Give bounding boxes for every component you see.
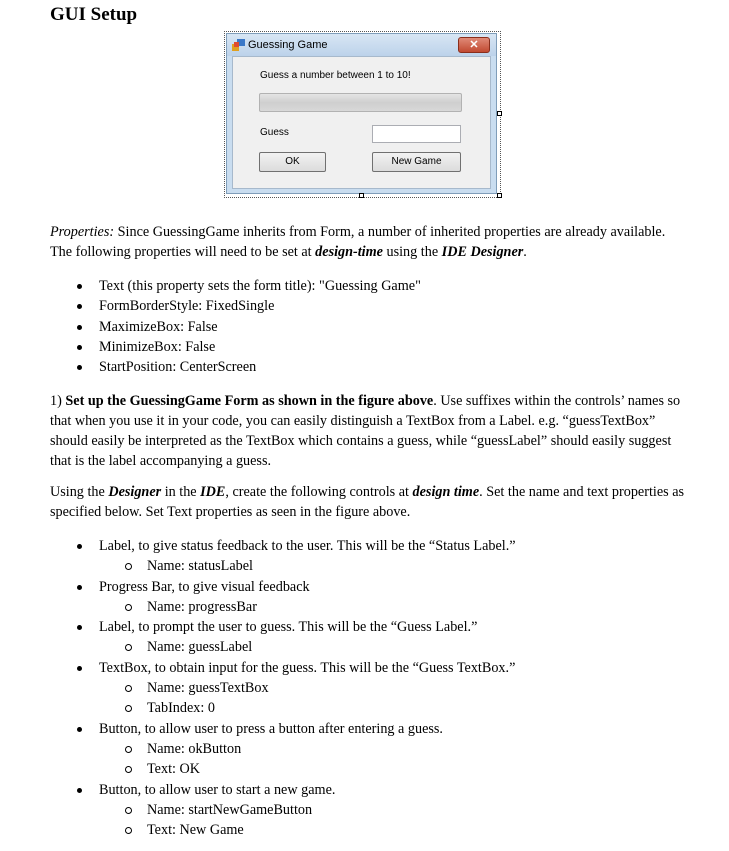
guess-label: Guess — [260, 127, 289, 138]
resize-handle-bottom[interactable] — [359, 193, 364, 198]
designer-figure — [224, 31, 501, 198]
sub-list-item: Text: OK — [99, 759, 516, 779]
list-item — [77, 780, 516, 841]
control-description: Button, to allow user to start a new game. — [99, 781, 336, 798]
status-label: Guess a number between 1 to 10! — [260, 70, 411, 81]
list-item — [77, 577, 516, 618]
list-item: FormBorderStyle: FixedSingle — [77, 296, 421, 316]
step2-paragraph — [50, 482, 690, 522]
list-item: MaximizeBox: False — [77, 317, 421, 337]
page-heading: GUI Setup — [50, 4, 138, 25]
sub-list-item: Name: okButton — [99, 739, 516, 759]
control-description: TextBox, to obtain input for the guess. This will be the “Guess TextBox.” — [99, 659, 516, 676]
step2-emphasis: design time — [412, 484, 480, 500]
step2-text: . Set the name and text properties as specified below. Set Text properties as seen in the figure above. — [50, 484, 685, 520]
step2-text: in the — [161, 484, 201, 500]
step-number: 1) — [50, 393, 66, 409]
sub-list — [99, 556, 516, 576]
step2-text: , create the following controls at — [225, 484, 413, 500]
sub-list — [99, 637, 516, 657]
intro-emphasis-ide-designer: IDE Designer — [441, 244, 524, 260]
sub-list-item: Name: progressBar — [99, 597, 516, 617]
sub-list-item: Name: guessLabel — [99, 637, 516, 657]
close-button[interactable]: ✕ — [458, 37, 490, 53]
properties-list — [77, 276, 421, 377]
control-description: Label, to give status feedback to the user. This will be the “Status Label.” — [99, 538, 516, 554]
sub-list-item: Name: startNewGameButton — [99, 800, 516, 820]
ok-button[interactable]: OK — [259, 152, 326, 172]
sub-list-item: Name: guessTextBox — [99, 678, 516, 698]
form-client-area — [232, 56, 491, 189]
sub-list-item: TabIndex: 0 — [99, 698, 516, 718]
list-item — [77, 658, 516, 719]
list-item: StartPosition: CenterScreen — [77, 357, 421, 377]
intro-text: . — [523, 244, 527, 260]
intro-text: Since GuessingGame inherits from Form, a number of inherited properties are already available. The following properties will need to be set at — [50, 224, 666, 260]
properties-intro — [50, 222, 690, 262]
title-bar — [227, 34, 496, 56]
intro-text: using the — [382, 244, 442, 260]
resize-handle-right[interactable] — [497, 111, 502, 116]
list-item: Text (this property sets the form title): "Guessing Game" — [77, 276, 421, 296]
sub-list — [99, 739, 516, 780]
sub-list-item: Name: statusLabel — [99, 556, 516, 576]
list-item: MinimizeBox: False — [77, 337, 421, 357]
controls-list — [77, 536, 516, 840]
properties-lead: Properties: — [50, 224, 115, 240]
list-item — [77, 536, 516, 577]
sub-list — [99, 800, 516, 841]
step2-emphasis: IDE — [200, 484, 226, 500]
step1-text: . Use suffixes within the controls’ names so that when you use it in your code, you can easily distinguish a TextBox from a Label. e.g. “guessTextBox” should easily be interpreted as the TextBox which contains a guess, while “guessLabel” should easily suggest that is the label accompanying a guess. — [50, 393, 681, 469]
form-window — [226, 33, 497, 194]
step1-bold: Set up the GuessingGame Form as shown in the figure above — [65, 393, 434, 409]
list-item — [77, 719, 516, 780]
progress-bar — [259, 93, 462, 112]
control-description: Button, to allow user to press a button after entering a guess. — [99, 720, 443, 737]
step1-paragraph — [50, 391, 690, 471]
window-title: Guessing Game — [248, 39, 328, 51]
intro-emphasis-design-time: design-time — [315, 244, 383, 260]
app-icon — [232, 39, 245, 51]
step2-text: Using the — [50, 484, 109, 500]
sub-list — [99, 678, 516, 719]
step2-emphasis: Designer — [108, 484, 162, 500]
list-item — [77, 617, 516, 658]
sub-list-item: Text: New Game — [99, 820, 516, 840]
resize-handle-corner[interactable] — [497, 193, 502, 198]
control-description: Progress Bar, to give visual feedback — [99, 578, 310, 595]
sub-list — [99, 597, 516, 617]
guess-input[interactable] — [372, 125, 461, 143]
new-game-button[interactable]: New Game — [372, 152, 461, 172]
control-description: Label, to prompt the user to guess. This will be the “Guess Label.” — [99, 619, 478, 636]
